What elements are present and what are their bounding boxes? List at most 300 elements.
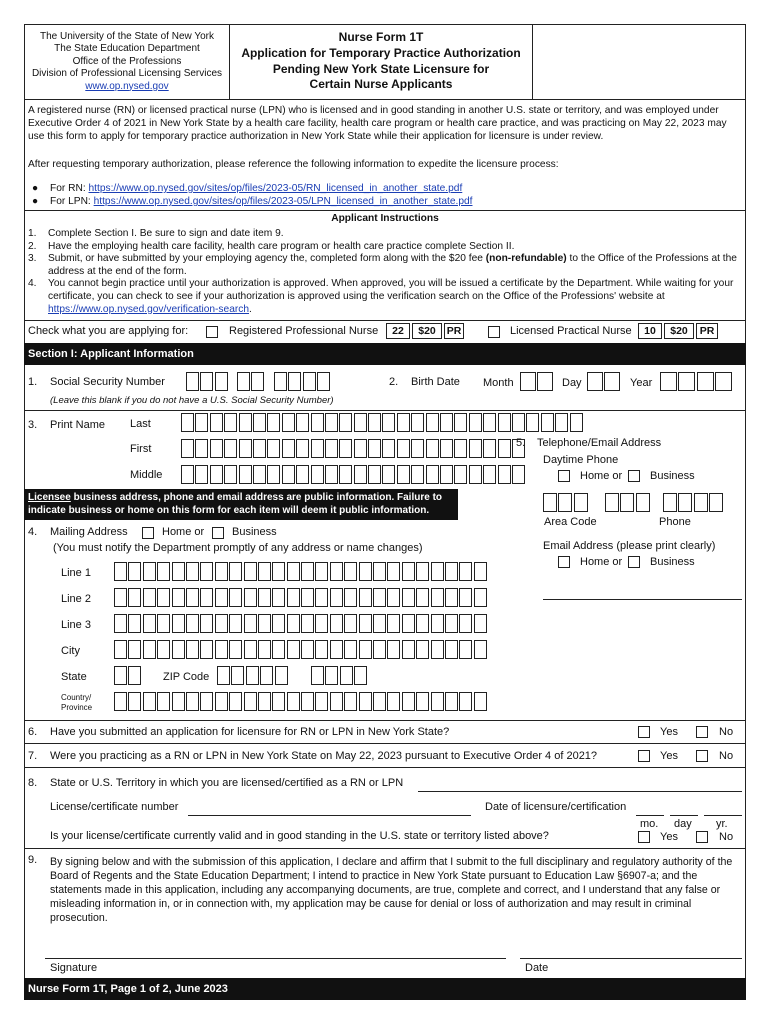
char-cell[interactable] [498, 439, 511, 458]
char-cell[interactable] [181, 465, 194, 484]
char-cell[interactable] [287, 614, 300, 633]
char-cell[interactable] [402, 562, 415, 581]
char-cell[interactable] [157, 588, 170, 607]
q4-number: 4. [28, 526, 38, 538]
q4-bottom-rule [24, 720, 746, 721]
char-cell[interactable] [402, 640, 415, 659]
zip-input-part1[interactable] [217, 666, 289, 685]
char-cell[interactable] [301, 562, 314, 581]
char-cell[interactable] [215, 562, 228, 581]
phone-business-checkbox[interactable] [628, 470, 640, 482]
char-cell[interactable] [287, 692, 300, 711]
char-cell[interactable] [459, 692, 472, 711]
q8-yes-label: Yes [660, 831, 678, 843]
char-cell[interactable] [215, 692, 228, 711]
char-cell[interactable] [330, 614, 343, 633]
char-cell[interactable] [459, 640, 472, 659]
rn-fee-box: $20 [412, 323, 442, 339]
char-cell[interactable] [354, 413, 367, 432]
char-cell[interactable] [267, 465, 280, 484]
char-cell[interactable] [301, 692, 314, 711]
char-cell[interactable] [296, 413, 309, 432]
char-cell[interactable] [397, 439, 410, 458]
char-cell[interactable] [359, 692, 372, 711]
char-cell[interactable] [195, 465, 208, 484]
instructions-title: Applicant Instructions [331, 213, 439, 224]
char-cell[interactable] [200, 692, 213, 711]
char-cell[interactable] [258, 692, 271, 711]
rn-url-link[interactable]: https://www.op.nysed.gov/sites/op/files/2023-05/RN_licensed_in_another_state.pdf [88, 183, 463, 194]
char-cell[interactable] [431, 614, 444, 633]
char-cell[interactable] [397, 413, 410, 432]
license-day-label: day [674, 818, 692, 830]
char-cell[interactable] [382, 439, 395, 458]
char-cell[interactable] [244, 692, 257, 711]
char-cell[interactable] [526, 413, 539, 432]
char-cell[interactable] [570, 413, 583, 432]
char-cell[interactable] [368, 413, 381, 432]
q7-yes-checkbox[interactable] [638, 750, 650, 762]
char-cell[interactable] [459, 588, 472, 607]
char-cell[interactable] [229, 588, 242, 607]
char-cell[interactable] [210, 465, 223, 484]
char-cell[interactable] [416, 562, 429, 581]
public-info-notice-text: Licensee business address, phone and email address are public information. Failure to indicate business or home on this form for each item will deem it public information. [28, 492, 443, 516]
form-subtitle-line: Pending New York State Licensure for [272, 61, 490, 76]
char-cell[interactable] [272, 562, 285, 581]
license-number-input[interactable] [188, 815, 471, 816]
char-cell[interactable] [426, 413, 439, 432]
address-line1-input[interactable] [114, 562, 488, 581]
char-cell[interactable] [244, 588, 257, 607]
char-cell[interactable] [272, 692, 285, 711]
char-cell[interactable] [315, 562, 328, 581]
char-cell[interactable] [459, 562, 472, 581]
char-cell[interactable] [315, 640, 328, 659]
char-cell[interactable] [181, 413, 194, 432]
char-cell[interactable] [195, 413, 208, 432]
char-cell[interactable] [186, 614, 199, 633]
char-cell[interactable] [200, 614, 213, 633]
char-cell[interactable] [373, 562, 386, 581]
signature-input[interactable] [45, 958, 506, 959]
daytime-phone-label: Daytime Phone [543, 454, 619, 466]
char-cell[interactable] [272, 588, 285, 607]
char-cell[interactable] [172, 562, 185, 581]
char-cell[interactable] [114, 692, 127, 711]
char-cell[interactable] [128, 588, 141, 607]
char-cell[interactable] [301, 640, 314, 659]
char-cell[interactable] [267, 413, 280, 432]
char-cell[interactable] [143, 692, 156, 711]
rn-checkbox[interactable] [206, 326, 218, 338]
char-cell[interactable] [157, 692, 170, 711]
q8-yes-checkbox[interactable] [638, 831, 650, 843]
char-cell[interactable] [157, 640, 170, 659]
char-cell[interactable] [128, 640, 141, 659]
char-cell[interactable] [469, 439, 482, 458]
char-cell[interactable] [282, 413, 295, 432]
char-cell[interactable] [330, 588, 343, 607]
q6-no-checkbox[interactable] [696, 726, 708, 738]
zip-label: ZIP Code [163, 671, 210, 683]
char-cell[interactable] [325, 413, 338, 432]
char-cell[interactable] [244, 614, 257, 633]
q1-bottom-rule [24, 410, 746, 411]
instructions-list [24, 228, 740, 316]
instruction-item: 1. Complete Section I. Be sure to sign and date item 9. [28, 228, 284, 239]
char-cell[interactable] [143, 640, 156, 659]
char-cell[interactable] [555, 413, 568, 432]
licensed-state-input[interactable] [418, 791, 742, 792]
char-cell[interactable] [474, 588, 487, 607]
char-cell[interactable] [287, 588, 300, 607]
char-cell[interactable] [339, 413, 352, 432]
char-cell[interactable] [454, 413, 467, 432]
char-cell[interactable] [344, 588, 357, 607]
char-cell[interactable] [200, 562, 213, 581]
q7-number: 7. [28, 750, 38, 762]
lpn-checkbox[interactable] [488, 326, 500, 338]
q3-number: 3. [28, 419, 38, 431]
char-cell[interactable] [224, 439, 237, 458]
birth-day-input[interactable] [587, 372, 622, 391]
char-cell[interactable] [325, 465, 338, 484]
mailing-address-label: Mailing Address [50, 526, 128, 538]
char-cell[interactable] [114, 562, 127, 581]
char-cell[interactable] [330, 640, 343, 659]
q8-valid-question: Is your license/certificate currently valid and in good standing in the U.S. state or territory listed above? [50, 830, 549, 842]
rn-bullet: ● [32, 183, 39, 194]
q7-bottom-rule [24, 767, 746, 768]
char-cell[interactable] [339, 439, 352, 458]
char-cell[interactable] [483, 465, 496, 484]
char-cell[interactable] [186, 562, 199, 581]
char-cell[interactable] [315, 692, 328, 711]
char-cell[interactable] [411, 439, 424, 458]
form-subtitle-line: Certain Nurse Applicants [309, 77, 453, 92]
print-name-label: Print Name [50, 419, 106, 431]
city-input[interactable] [114, 640, 488, 659]
char-cell[interactable] [431, 588, 444, 607]
char-cell[interactable] [474, 562, 487, 581]
char-cell[interactable] [301, 588, 314, 607]
char-cell[interactable] [114, 614, 127, 633]
char-cell[interactable] [445, 562, 458, 581]
char-cell[interactable] [311, 465, 324, 484]
char-cell[interactable] [272, 614, 285, 633]
char-cell[interactable] [157, 562, 170, 581]
char-cell[interactable] [512, 413, 525, 432]
q7-no-label: No [719, 750, 734, 762]
q7-no-checkbox[interactable] [696, 750, 708, 762]
ssn-input-part3[interactable] [274, 372, 332, 391]
phone-line-input[interactable] [663, 493, 725, 512]
char-cell[interactable] [172, 692, 185, 711]
signature-date-input[interactable] [520, 958, 742, 959]
intro-after: After requesting temporary authorization, please reference the following information to expedite the licensure process: [28, 159, 559, 170]
q8-text: State or U.S. Territory in which you are licensed/certified as a RN or LPN [50, 777, 404, 789]
license-year-input[interactable] [704, 815, 742, 816]
char-cell[interactable] [229, 562, 242, 581]
last-name-input[interactable] [181, 413, 584, 432]
mailing-business-checkbox[interactable] [212, 527, 224, 539]
char-cell[interactable] [387, 562, 400, 581]
char-cell[interactable] [186, 692, 199, 711]
org-line: Office of the Professions [72, 55, 182, 67]
phone-exchange-input[interactable] [605, 493, 651, 512]
form-title-block [230, 30, 532, 93]
char-cell[interactable] [282, 465, 295, 484]
email-home-checkbox[interactable] [558, 556, 570, 568]
char-cell[interactable] [416, 588, 429, 607]
char-cell[interactable] [239, 413, 252, 432]
birth-month-input[interactable] [520, 372, 555, 391]
char-cell[interactable] [181, 439, 194, 458]
char-cell[interactable] [387, 614, 400, 633]
char-cell[interactable] [382, 413, 395, 432]
char-cell[interactable] [431, 692, 444, 711]
area-code-input[interactable] [543, 493, 589, 512]
char-cell[interactable] [114, 588, 127, 607]
char-cell[interactable] [373, 588, 386, 607]
license-month-input[interactable] [636, 815, 664, 816]
q6-yes-label: Yes [660, 726, 678, 738]
q6-yes-checkbox[interactable] [638, 726, 650, 738]
char-cell[interactable] [426, 439, 439, 458]
char-cell[interactable] [368, 439, 381, 458]
char-cell[interactable] [253, 465, 266, 484]
char-cell[interactable] [128, 562, 141, 581]
char-cell[interactable] [416, 640, 429, 659]
char-cell[interactable] [445, 588, 458, 607]
email-home-label: Home or [580, 556, 623, 568]
char-cell[interactable] [474, 640, 487, 659]
char-cell[interactable] [359, 588, 372, 607]
char-cell[interactable] [483, 413, 496, 432]
first-name-input[interactable] [181, 439, 526, 458]
char-cell[interactable] [244, 640, 257, 659]
char-cell[interactable] [330, 562, 343, 581]
mailing-home-checkbox[interactable] [142, 527, 154, 539]
char-cell[interactable] [512, 465, 525, 484]
char-cell[interactable] [445, 614, 458, 633]
char-cell[interactable] [474, 692, 487, 711]
org-line: The State Education Department [54, 43, 200, 55]
char-cell[interactable] [411, 413, 424, 432]
char-cell[interactable] [157, 614, 170, 633]
char-cell[interactable] [416, 692, 429, 711]
char-cell[interactable] [387, 692, 400, 711]
char-cell[interactable] [272, 640, 285, 659]
char-cell[interactable] [143, 588, 156, 607]
form-subtitle-line: Application for Temporary Practice Authorization [241, 45, 521, 60]
char-cell[interactable] [315, 588, 328, 607]
char-cell[interactable] [454, 439, 467, 458]
char-cell[interactable] [459, 614, 472, 633]
char-cell[interactable] [469, 413, 482, 432]
line3-label: Line 3 [61, 619, 91, 631]
email-business-label: Business [650, 556, 695, 568]
q1-number: 1. [28, 376, 38, 388]
verification-search-link[interactable]: https://www.op.nysed.gov/verification-search [48, 303, 250, 315]
q9-declaration: By signing below and with the submission of this application, I declare and affirm that I submit to the full disciplinary and regulatory authority of the Board of Regents and the State Education Department; I intend to practice in New York State pursuant to Education Law §6907-a; and the statements made in this application, including any accompanying documents, are true, complete and correct, and I understand that any false or misleading information in, or in connection with, my application may be cause for denial or loss of authorization and may result in criminal prosecution. [50, 856, 733, 924]
telephone-email-label: Telephone/Email Address [537, 437, 662, 449]
line1-label: Line 1 [61, 567, 91, 579]
char-cell[interactable] [411, 465, 424, 484]
char-cell[interactable] [344, 692, 357, 711]
char-cell[interactable] [210, 413, 223, 432]
char-cell[interactable] [210, 439, 223, 458]
char-cell[interactable] [402, 692, 415, 711]
char-cell[interactable] [143, 562, 156, 581]
char-cell[interactable] [186, 588, 199, 607]
char-cell[interactable] [325, 439, 338, 458]
signature-label: Signature [50, 962, 98, 974]
form-title: Nurse Form 1T [338, 30, 424, 44]
char-cell[interactable] [541, 413, 554, 432]
char-cell[interactable] [258, 562, 271, 581]
char-cell[interactable] [498, 465, 511, 484]
ssn-input-part1[interactable] [186, 372, 229, 391]
char-cell[interactable] [200, 640, 213, 659]
char-cell[interactable] [387, 640, 400, 659]
char-cell[interactable] [128, 692, 141, 711]
char-cell[interactable] [258, 588, 271, 607]
char-cell[interactable] [186, 640, 199, 659]
char-cell[interactable] [128, 614, 141, 633]
char-cell[interactable] [382, 465, 395, 484]
char-cell[interactable] [172, 640, 185, 659]
char-cell[interactable] [330, 692, 343, 711]
char-cell[interactable] [244, 562, 257, 581]
char-cell[interactable] [354, 465, 367, 484]
phone-home-checkbox[interactable] [558, 470, 570, 482]
char-cell[interactable] [143, 614, 156, 633]
char-cell[interactable] [359, 640, 372, 659]
zip-input-part2[interactable] [311, 666, 369, 685]
char-cell[interactable] [445, 692, 458, 711]
char-cell[interactable] [311, 439, 324, 458]
email-input[interactable] [543, 599, 742, 600]
license-day-input[interactable] [670, 815, 698, 816]
char-cell[interactable] [114, 640, 127, 659]
char-cell[interactable] [195, 439, 208, 458]
char-cell[interactable] [229, 640, 242, 659]
char-cell[interactable] [287, 562, 300, 581]
char-cell[interactable] [215, 640, 228, 659]
email-label: Email Address (please print clearly) [543, 540, 716, 552]
char-cell[interactable] [229, 692, 242, 711]
q8-bottom-rule [24, 848, 746, 849]
char-cell[interactable] [454, 465, 467, 484]
char-cell[interactable] [215, 588, 228, 607]
char-cell[interactable] [440, 413, 453, 432]
char-cell[interactable] [296, 465, 309, 484]
char-cell[interactable] [469, 465, 482, 484]
ssn-input-part2[interactable] [237, 372, 266, 391]
char-cell[interactable] [172, 588, 185, 607]
char-cell[interactable] [373, 692, 386, 711]
char-cell[interactable] [402, 614, 415, 633]
char-cell[interactable] [258, 614, 271, 633]
char-cell[interactable] [397, 465, 410, 484]
char-cell[interactable] [368, 465, 381, 484]
char-cell[interactable] [172, 614, 185, 633]
state-input[interactable] [114, 666, 143, 685]
char-cell[interactable] [282, 439, 295, 458]
country-label: Country/ [61, 693, 92, 702]
char-cell[interactable] [315, 614, 328, 633]
org-website-link[interactable]: www.op.nysed.gov [85, 80, 169, 92]
char-cell[interactable] [426, 465, 439, 484]
char-cell[interactable] [431, 640, 444, 659]
birth-month-label: Month [483, 377, 514, 389]
char-cell[interactable] [224, 465, 237, 484]
char-cell[interactable] [253, 413, 266, 432]
address-line3-input[interactable] [114, 614, 488, 633]
char-cell[interactable] [344, 640, 357, 659]
char-cell[interactable] [311, 413, 324, 432]
char-cell[interactable] [339, 465, 352, 484]
char-cell[interactable] [267, 439, 280, 458]
char-cell[interactable] [239, 439, 252, 458]
char-cell[interactable] [359, 562, 372, 581]
char-cell[interactable] [483, 439, 496, 458]
char-cell[interactable] [387, 588, 400, 607]
char-cell[interactable] [301, 614, 314, 633]
instruction-item: 4. You cannot begin practice until your authorization is approved. When approved, you will be issued a certificate by the Department. While waiting for your certificate, you can check to see if your authorization is approved using the verification search on the Office of the Professions' website at https://www.op.nysed.gov/verification-search. [28, 278, 734, 315]
birth-year-input[interactable] [660, 372, 734, 391]
char-cell[interactable] [344, 614, 357, 633]
char-cell[interactable] [253, 439, 266, 458]
char-cell[interactable] [498, 413, 511, 432]
char-cell[interactable] [373, 614, 386, 633]
char-cell[interactable] [296, 439, 309, 458]
char-cell[interactable] [440, 465, 453, 484]
last-name-label: Last [130, 418, 151, 430]
char-cell[interactable] [416, 614, 429, 633]
char-cell[interactable] [402, 588, 415, 607]
org-line: Division of Professional Licensing Services [31, 68, 223, 80]
lpn-url-link[interactable]: https://www.op.nysed.gov/sites/op/files/2023-05/LPN_licensed_in_another_state.pdf [93, 196, 473, 207]
area-code-label: Area Code [544, 516, 597, 528]
country-province-input[interactable] [114, 692, 488, 711]
char-cell[interactable] [431, 562, 444, 581]
char-cell[interactable] [344, 562, 357, 581]
char-cell[interactable] [445, 640, 458, 659]
char-cell[interactable] [373, 640, 386, 659]
char-cell[interactable] [474, 614, 487, 633]
email-business-checkbox[interactable] [628, 556, 640, 568]
char-cell[interactable] [354, 439, 367, 458]
rn-url-label: For RN: [50, 183, 86, 194]
public-info-notice-emphasis: Licensee [28, 492, 71, 503]
char-cell[interactable] [229, 614, 242, 633]
middle-name-input[interactable] [181, 465, 526, 484]
char-cell[interactable] [258, 640, 271, 659]
q8-no-checkbox[interactable] [696, 831, 708, 843]
header-bottom-rule [24, 99, 746, 100]
char-cell[interactable] [287, 640, 300, 659]
char-cell[interactable] [239, 465, 252, 484]
address-line2-input[interactable] [114, 588, 488, 607]
char-cell[interactable] [200, 588, 213, 607]
char-cell[interactable] [440, 439, 453, 458]
char-cell[interactable] [359, 614, 372, 633]
char-cell[interactable] [215, 614, 228, 633]
char-cell[interactable] [224, 413, 237, 432]
